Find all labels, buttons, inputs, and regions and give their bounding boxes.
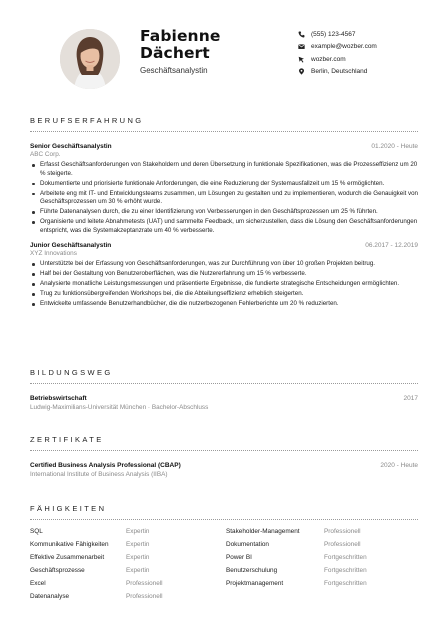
cursor-icon — [298, 56, 305, 63]
job-bullet: Organisierte und leitete Abnahmetests (UAT) und sammelte Feedback, um sicherzustellen, dass die Lösung den Geschäftsanforderungen entspricht, was die Systemakzeptanzrate um 40 % verbesserte. — [30, 218, 418, 235]
section-divider — [30, 519, 418, 520]
contact-website[interactable] — [298, 53, 377, 66]
resume-header — [30, 0, 418, 100]
job-entry — [30, 242, 418, 309]
section-divider — [30, 383, 418, 384]
skill-level: Professionell — [324, 528, 361, 535]
contact-website-text[interactable]: wozber.com — [311, 55, 346, 63]
location-pin-icon — [298, 68, 305, 75]
skill-level: Fortgeschritten — [324, 567, 367, 574]
mail-icon — [298, 43, 305, 50]
job-company: ABC Corp. — [30, 151, 61, 158]
last-name: Dächert — [140, 44, 210, 62]
job-bullet: Half bei der Gestaltung von Benutzeroberflächen, was die Nutzererfahrung um 15 % verbesserte. — [30, 270, 418, 279]
job-date: 01.2020 - Heute — [371, 143, 418, 150]
contact-email-text[interactable]: example@wozber.com — [311, 43, 377, 51]
job-bullet: Dokumentierte und priorisierte funktionale Anforderungen, die eine Reduzierung der Systemausfallzeit um 15 % ermöglichten. — [30, 180, 418, 189]
skill-level: Expertin — [126, 528, 150, 535]
skill-name: Excel — [30, 580, 46, 587]
job-company: XYZ Innovations — [30, 250, 77, 258]
contact-location — [298, 66, 377, 79]
skill-name: Kommunikative Fähigkeiten — [30, 541, 109, 548]
phone-icon — [298, 31, 305, 38]
skill-name: Geschäftsprozesse — [30, 567, 85, 574]
contact-email[interactable] — [298, 41, 377, 54]
skills-grid — [30, 528, 418, 601]
certificates-section — [30, 435, 418, 478]
skill-level: Fortgeschritten — [324, 580, 367, 587]
job-entry — [30, 143, 418, 235]
certificate-title: Certified Business Analysis Professional (CBAP) — [30, 462, 181, 469]
job-bullets — [30, 260, 418, 309]
job-title: Junior Geschäftsanalystin — [30, 242, 112, 250]
skills-heading: FÄHIGKEITEN — [30, 504, 107, 513]
certificates-heading: ZERTIFIKATE — [30, 435, 104, 444]
candidate-name — [140, 28, 220, 62]
skill-level: Professionell — [126, 580, 163, 587]
contact-list — [298, 28, 377, 78]
degree-title: Betriebswirtschaft — [30, 395, 87, 402]
skill-name: Effektive Zusammenarbeit — [30, 554, 105, 561]
job-title: Geschäftsanalystin — [140, 66, 208, 75]
job-bullet: Analysierte monatliche Leistungsmessungen und präsentierte Ergebnisse, die fundierte strategische Entscheidungen ermöglichten. — [30, 280, 418, 289]
skills-section — [30, 504, 418, 601]
skill-level: Professionell — [126, 593, 163, 600]
degree-school: Ludwig-Maximilians-Universität München · Bachelor-Abschluss — [30, 404, 209, 411]
contact-location-text: Berlin, Deutschland — [311, 68, 368, 76]
skill-name: Dokumentation — [226, 541, 269, 548]
first-name: Fabienne — [140, 27, 221, 45]
job-bullet: Entwickelte umfassende Benutzerhandbücher, die die nutzerbezogenen Fehlerberichte um 20 % reduzierten. — [30, 300, 418, 309]
contact-phone-text: (555) 123-4567 — [311, 30, 356, 38]
experience-section — [30, 116, 418, 310]
job-bullet: Unterstützte bei der Erfassung von Geschäftsanforderungen, was zur Durchführung von über 10 großen Projekten beitrug. — [30, 260, 418, 269]
skill-name: Projektmanagement — [226, 580, 284, 587]
job-date: 06.2017 - 12.2019 — [365, 242, 418, 250]
skill-name: SQL — [30, 528, 43, 535]
job-bullets — [30, 161, 418, 235]
section-divider — [30, 131, 418, 132]
job-title: Senior Geschäftsanalystin — [30, 143, 112, 150]
degree-date: 2017 — [403, 395, 418, 402]
experience-heading: BERUFSERFAHRUNG — [30, 116, 144, 125]
education-entry — [30, 395, 418, 411]
certificate-issuer: International Institute of Business Analysis (IIBA) — [30, 471, 168, 478]
skill-name: Benutzerschulung — [226, 567, 278, 574]
education-section — [30, 368, 418, 411]
job-bullet: Arbeitete eng mit IT- und Entwicklungsteams zusammen, um Lösungen zu gestalten und zu implementieren, wodurch die Genauigkeit von Geschäftsprozessen um 30 % erhöht wurde. — [30, 190, 418, 207]
certificate-date: 2020 - Heute — [380, 462, 418, 469]
certificate-entry — [30, 462, 418, 478]
education-heading: BILDUNGSWEG — [30, 368, 113, 377]
job-bullet: Trug zu funktionsübergreifenden Workshops bei, die die Abteilungseffizienz erheblich steigerten. — [30, 290, 418, 299]
skill-level: Expertin — [126, 554, 150, 561]
job-bullet: Erfasst Geschäftsanforderungen von Stakeholdern und deren Übersetzung in funktionale Spezifikationen, was die Prozesseffizienz um 20 % steigerte. — [30, 161, 418, 178]
job-bullet: Führte Datenanalysen durch, die zu einer Identifizierung von Verbesserungen in den Geschäftsprozessen um 25 % führten. — [30, 208, 418, 217]
skill-name: Power BI — [226, 554, 252, 561]
skill-level: Expertin — [126, 541, 150, 548]
skill-name: Datenanalyse — [30, 593, 70, 600]
contact-phone — [298, 28, 377, 41]
section-divider — [30, 450, 418, 451]
skill-level: Expertin — [126, 567, 150, 574]
profile-photo — [60, 29, 120, 89]
skill-name: Stakeholder-Management — [226, 528, 300, 535]
skill-level: Professionell — [324, 541, 361, 548]
skill-level: Fortgeschritten — [324, 554, 367, 561]
